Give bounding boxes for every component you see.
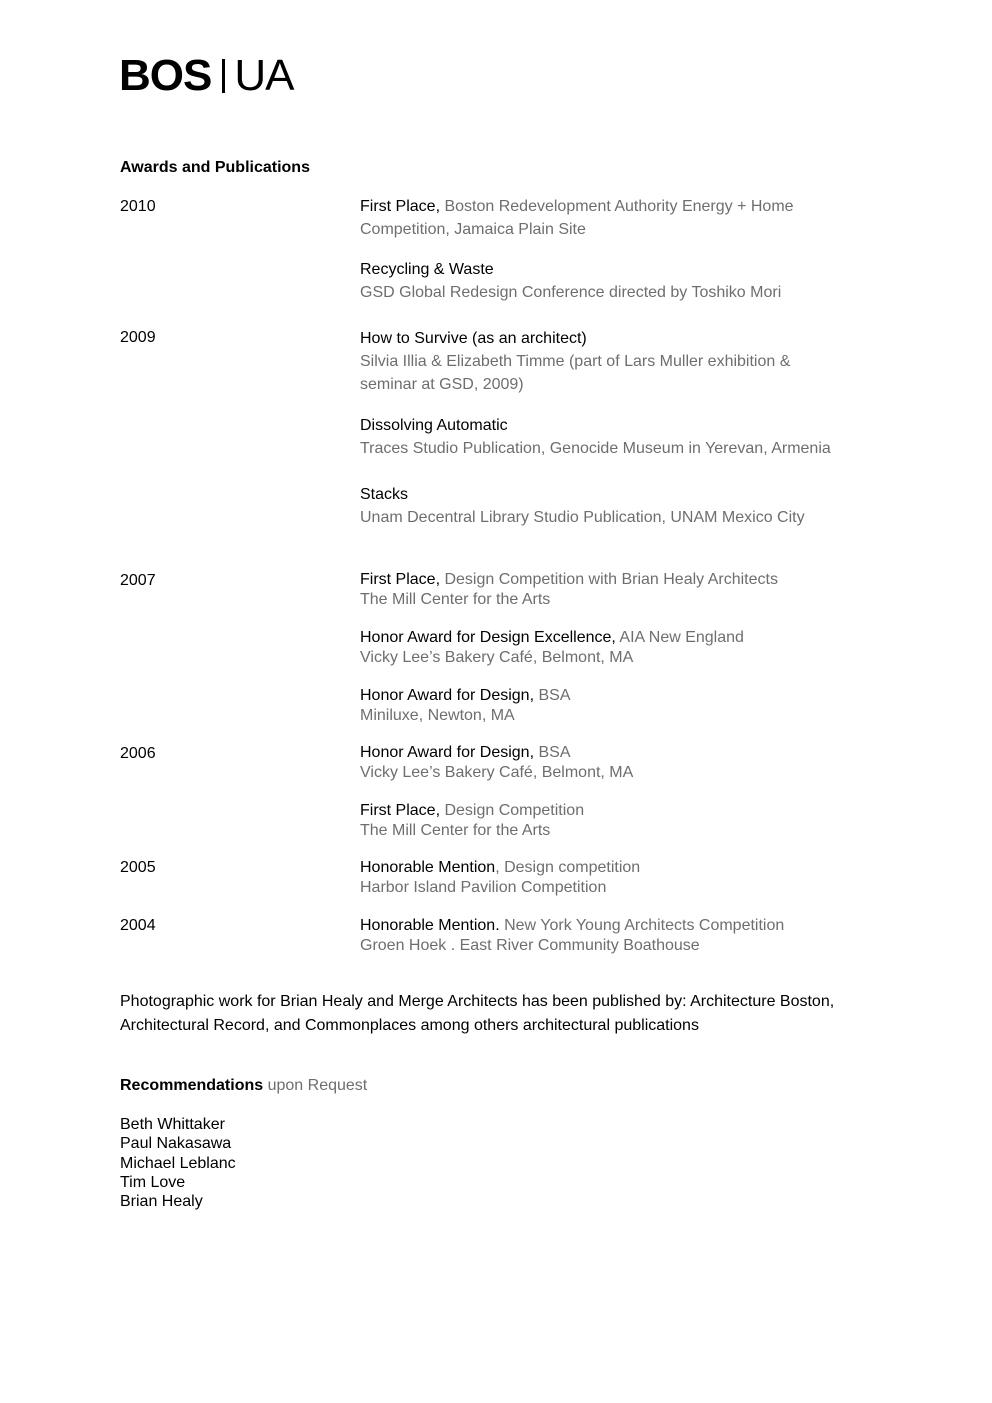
award-detail-cont: seminar at GSD, 2009) bbox=[360, 376, 524, 393]
logo-regular-text: UA bbox=[234, 51, 294, 100]
award-entry bbox=[360, 570, 778, 609]
awards-heading: Awards and Publications bbox=[120, 159, 310, 176]
award-title: Honor Award for Design Excellence, bbox=[360, 629, 616, 646]
award-org: Design Competition bbox=[444, 802, 585, 819]
award-entry bbox=[360, 858, 640, 897]
award-org: Design Competition with Brian Healy Architects bbox=[444, 571, 778, 588]
year-label: 2010 bbox=[120, 198, 156, 215]
award-detail: Silvia Illia & Elizabeth Timme (part of Lars Muller exhibition & bbox=[360, 353, 791, 370]
award-title: First Place, bbox=[360, 198, 441, 215]
bosua-logo bbox=[119, 51, 294, 100]
award-title: Recycling & Waste bbox=[360, 261, 494, 278]
reference-name: Brian Healy bbox=[120, 1193, 203, 1211]
award-entry bbox=[360, 916, 784, 955]
award-entry bbox=[360, 483, 805, 529]
award-org: AIA New England bbox=[619, 629, 744, 646]
award-org: New York Young Architects Competition bbox=[504, 917, 785, 934]
award-title: Stacks bbox=[360, 486, 409, 503]
recommendations-heading: Recommendations bbox=[120, 1077, 264, 1094]
award-title: Honor Award for Design, bbox=[360, 744, 535, 761]
award-entry bbox=[360, 628, 744, 667]
award-entry bbox=[360, 801, 584, 840]
award-detail: The Mill Center for the Arts bbox=[360, 821, 551, 839]
award-detail: Traces Studio Publication, Genocide Museum in Yerevan, Armenia bbox=[360, 440, 831, 457]
award-detail: Vicky Lee’s Bakery Café, Belmont, MA bbox=[360, 763, 634, 781]
year-label: 2004 bbox=[120, 917, 156, 934]
logo-divider bbox=[222, 59, 225, 93]
award-org: BSA bbox=[538, 687, 571, 704]
award-detail: GSD Global Redesign Conference directed by Toshiko Mori bbox=[360, 284, 782, 301]
year-label: 2006 bbox=[120, 745, 156, 762]
year-label: 2005 bbox=[120, 859, 156, 876]
award-detail: Groen Hoek . East River Community Boathouse bbox=[360, 936, 700, 954]
award-title: How to Survive (as an architect) bbox=[360, 330, 587, 347]
publications-note: Photographic work for Brian Healy and Merge Architects has been published by: Architecture Boston, Architectural Record, and Commonplaces among others architectural publications bbox=[120, 993, 835, 1034]
award-title: First Place, bbox=[360, 571, 441, 588]
award-detail: Harbor Island Pavilion Competition bbox=[360, 878, 607, 896]
award-title: Honorable Mention bbox=[360, 859, 496, 876]
award-org: , Design competition bbox=[495, 859, 641, 876]
award-detail: Unam Decentral Library Studio Publication, UNAM Mexico City bbox=[360, 509, 805, 526]
reference-name: Michael Leblanc bbox=[120, 1154, 236, 1172]
award-org: BSA bbox=[538, 744, 571, 761]
award-entry bbox=[360, 327, 790, 396]
reference-name: Beth Whittaker bbox=[120, 1116, 225, 1133]
award-entry bbox=[360, 195, 794, 241]
award-detail-cont: Competition, Jamaica Plain Site bbox=[360, 221, 586, 238]
award-title: Dissolving Automatic bbox=[360, 417, 508, 434]
award-entry bbox=[360, 743, 633, 782]
award-detail: The Mill Center for the Arts bbox=[360, 590, 551, 608]
award-entry bbox=[360, 414, 831, 460]
award-detail: Vicky Lee’s Bakery Café, Belmont, MA bbox=[360, 648, 634, 666]
award-title: Honorable Mention. bbox=[360, 917, 500, 934]
reference-name: Paul Nakasawa bbox=[120, 1135, 232, 1153]
award-title: Honor Award for Design, bbox=[360, 687, 535, 704]
recommendations-header bbox=[120, 1076, 367, 1096]
award-detail: Miniluxe, Newton, MA bbox=[360, 706, 515, 724]
award-entry bbox=[360, 258, 781, 304]
award-title: First Place, bbox=[360, 802, 441, 819]
year-label: 2007 bbox=[120, 572, 156, 589]
recommendations-subheading: upon Request bbox=[267, 1077, 368, 1094]
recommendations-list bbox=[120, 1115, 236, 1211]
award-detail: Boston Redevelopment Authority Energy + Home bbox=[444, 198, 794, 215]
reference-name: Tim Love bbox=[120, 1173, 186, 1191]
logo-bold-text: BOS bbox=[119, 51, 212, 100]
award-entry bbox=[360, 686, 570, 725]
year-label: 2009 bbox=[120, 329, 156, 346]
